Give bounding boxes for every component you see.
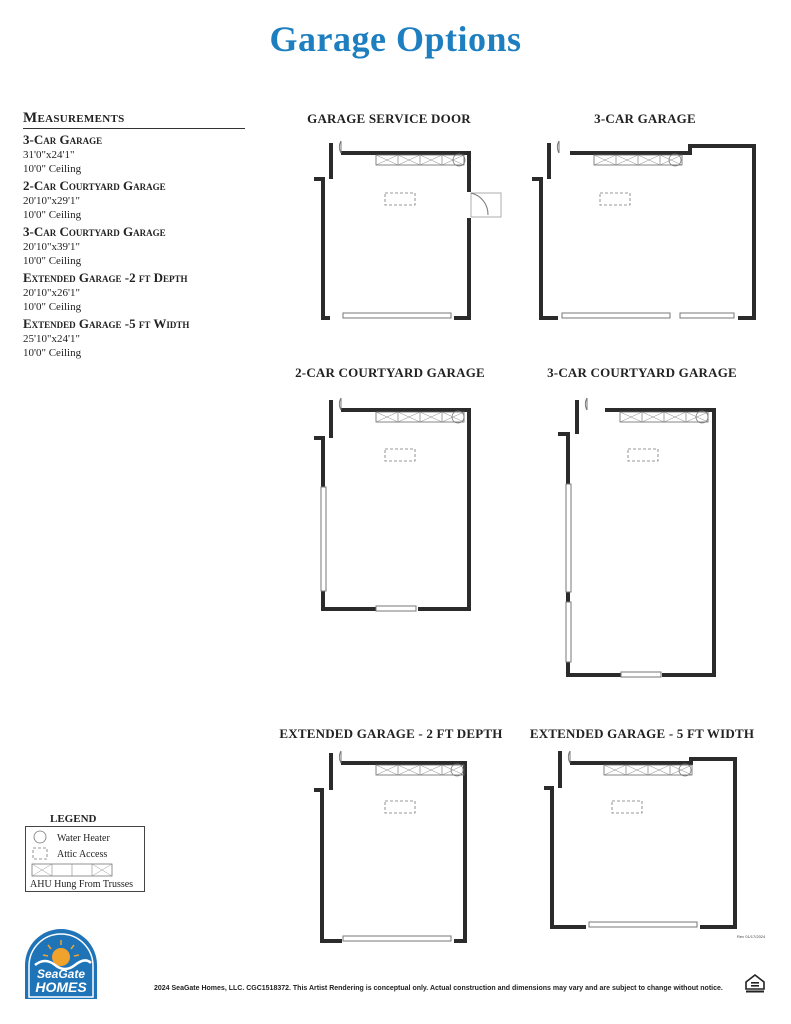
plan-3-car	[532, 141, 754, 318]
measurement-ceiling: 10'0" Ceiling	[23, 255, 82, 267]
measurement-dimensions: 20'10"x26'1"	[23, 287, 80, 299]
measurement-name: 2-Car Courtyard Garage	[23, 178, 166, 193]
plan-label-3-car: 3-CAR GARAGE	[594, 111, 696, 126]
logo-text-line1: SeaGate	[36, 967, 86, 981]
measurement-ceiling: 10'0" Ceiling	[23, 209, 82, 221]
measurement-dimensions: 20'10"x29'1"	[23, 195, 80, 207]
measurement-name: Extended Garage -5 ft Width	[23, 316, 190, 331]
measurement-name: 3-Car Courtyard Garage	[23, 224, 166, 239]
measurement-ceiling: 10'0" Ceiling	[23, 163, 82, 175]
legend-water-heater: Water Heater	[57, 833, 110, 844]
plan-label-extended-width: EXTENDED GARAGE - 5 FT WIDTH	[529, 726, 755, 741]
plan-label-3-car-courtyard: 3-CAR COURTYARD GARAGE	[547, 365, 737, 380]
legend-ahu: AHU Hung From Trusses	[30, 879, 134, 890]
plan-3-car-courtyard	[558, 398, 714, 677]
page-title: Garage Options	[269, 19, 522, 59]
measurement-ceiling: 10'0" Ceiling	[23, 347, 82, 359]
measurement-dimensions: 25'10"x24'1"	[23, 333, 80, 345]
plan-service-door	[314, 141, 501, 318]
legend-title: LEGEND	[50, 813, 97, 825]
legend-box	[25, 826, 145, 892]
measurements-heading: Measurements	[23, 110, 245, 129]
plan-extended-depth	[314, 751, 465, 941]
seagate-homes-logo	[23, 927, 99, 999]
equal-housing-opportunity-icon	[744, 972, 766, 994]
measurement-ceiling: 10'0" Ceiling	[23, 301, 82, 313]
measurement-dimensions: 20'10"x39'1"	[23, 241, 80, 253]
footer-disclaimer: 2024 SeaGate Homes, LLC. CGC1518372. This Artist Rendering is conceptual only. Actual construction and dimensions may vary and are subject to change without notice.	[154, 985, 723, 992]
measurement-name: Extended Garage -2 ft Depth	[23, 270, 188, 285]
plan-label-service-door: GARAGE SERVICE DOOR	[307, 111, 471, 126]
plan-2-car-courtyard	[314, 398, 469, 611]
revision-note: Rev 01/17/2024	[737, 934, 766, 939]
plan-label-extended-depth: EXTENDED GARAGE - 2 FT DEPTH	[279, 726, 503, 741]
logo-text-line2: HOMES	[35, 979, 87, 995]
measurement-name: 3-Car Garage	[23, 132, 103, 147]
measurement-dimensions: 31'0"x24'1"	[23, 149, 75, 161]
plan-extended-width	[544, 751, 735, 927]
legend-attic-access: Attic Access	[57, 849, 108, 860]
plan-label-2-car-courtyard: 2-CAR COURTYARD GARAGE	[295, 365, 485, 380]
